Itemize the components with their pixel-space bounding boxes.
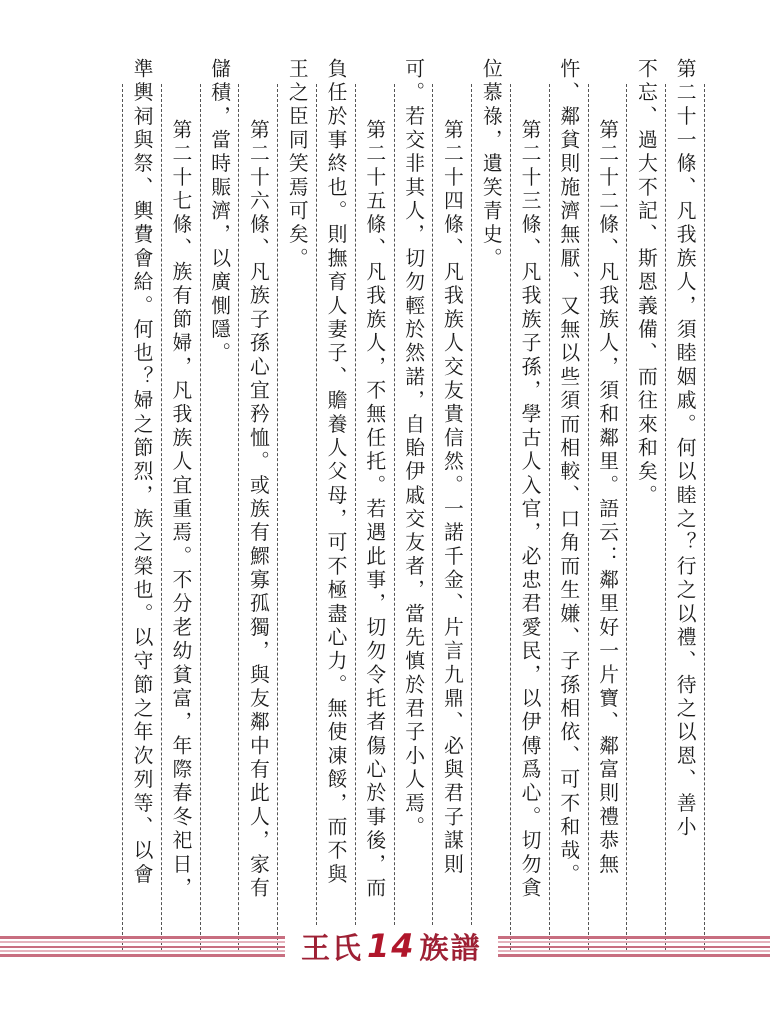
column-divider	[394, 84, 395, 950]
column-text: 第二十七條、族有節婦，凡我族人宜重焉。不分老幼貧富，年際春冬祀日，	[168, 119, 192, 901]
page-number: 14	[367, 927, 416, 965]
column-divider	[704, 84, 705, 950]
column-divider	[200, 84, 201, 950]
column-divider	[549, 84, 550, 950]
column-text: 不忘、過大不記、斯恩義備、而往來和矣。	[634, 58, 658, 509]
column-text: 第二十二條、凡我族人，須和鄰里。語云：鄰里好一片寶、鄰富則禮恭無	[595, 119, 619, 878]
text-columns	[118, 40, 704, 910]
text-column	[355, 40, 394, 910]
column-text: 可。若交非其人，切勿輕於然諾，自貽伊戚交友者，當先慎於君子小人焉。	[401, 58, 425, 840]
text-column	[626, 40, 665, 910]
column-divider	[588, 84, 589, 950]
column-text: 位慕祿，遺笑青史。	[479, 58, 503, 272]
column-divider	[316, 84, 317, 950]
column-divider	[161, 84, 162, 950]
text-column	[394, 40, 433, 910]
column-text: 第二十五條、凡我族人，不無任托。若遇此事，切勿令托者傷心於事後，而	[362, 119, 386, 901]
column-divider	[665, 84, 666, 950]
column-text: 負任於事終也。則撫育人妻子、贍養人父母，可不極盡心力。無使凍餒，而不與	[324, 58, 348, 888]
text-column	[277, 40, 316, 910]
column-text: 第二十三條、凡我族子孫，學古人入官，必忠君愛民，以伊傅爲心。切勿貪	[518, 119, 542, 901]
column-divider	[510, 84, 511, 950]
text-column	[510, 40, 549, 910]
footer-title-prefix: 王氏	[301, 930, 364, 965]
text-column	[471, 40, 510, 910]
column-divider	[471, 84, 472, 950]
column-divider	[238, 84, 239, 950]
column-divider	[277, 84, 278, 950]
column-text: 王之臣同笑焉可矣。	[285, 58, 309, 272]
text-column	[549, 40, 588, 910]
column-divider	[626, 84, 627, 950]
text-column	[432, 40, 471, 910]
column-text: 第二十六條、凡族子孫心宜矜恤。或族有鰥寡孤獨，與友鄰中有此人，家有	[246, 119, 270, 901]
column-text: 準輿祠與祭、輿費會給。何也？婦之節烈，族之榮也。以守節之年次列等、以會	[130, 58, 154, 888]
footer-title	[285, 925, 498, 967]
column-text: 第二十一條、凡我族人，須睦姻戚。何以睦之？行之以禮、待之以恩、善小	[673, 58, 697, 840]
column-text: 第二十四條、凡我族人交友貴信然。一諾千金、片言九鼎、必與君子謀則	[440, 119, 464, 878]
column-divider	[432, 84, 433, 950]
column-divider	[122, 84, 123, 950]
text-column	[316, 40, 355, 910]
footer-title-suffix: 族譜	[419, 930, 482, 965]
column-text: 儲積，當時賑濟，以廣惻隱。	[207, 58, 231, 366]
text-column	[200, 40, 239, 910]
text-column	[122, 40, 161, 910]
column-divider	[355, 84, 356, 950]
text-column	[238, 40, 277, 910]
text-column	[161, 40, 200, 910]
column-text: 忤、鄰貧則施濟無厭、又無以些須而相較、口角而生嫌、子孫相依、可不和哉。	[556, 58, 580, 888]
text-column	[588, 40, 627, 910]
text-column	[665, 40, 704, 910]
